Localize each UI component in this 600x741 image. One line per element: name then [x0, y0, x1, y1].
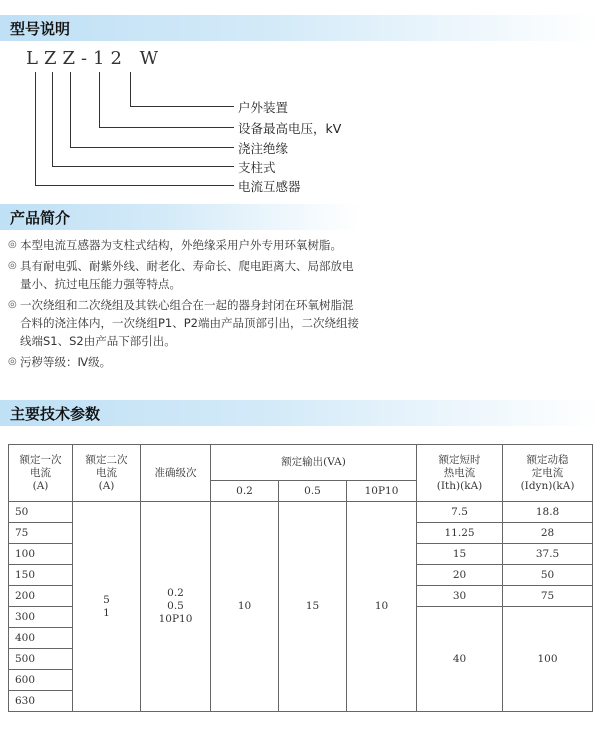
- legend-current-transformer: 电流互感器: [238, 179, 301, 194]
- header-output-class: 10P10: [347, 481, 417, 502]
- section-title-intro: 产品简介: [10, 209, 71, 227]
- primary-current-cell: 150: [9, 565, 73, 586]
- header-dynamic-current: 额定动稳 定电流 (Idyn)(kA): [503, 445, 593, 502]
- legend-connector: [70, 147, 234, 148]
- header-secondary-current: 额定二次 电流 (A): [73, 445, 141, 502]
- product-description-list: [8, 236, 360, 374]
- legend-connector: [35, 185, 234, 186]
- primary-current-cell: 75: [9, 523, 73, 544]
- legend-outdoor: 户外装置: [238, 100, 289, 115]
- thermal-current-cell: 15: [417, 544, 503, 565]
- dynamic-current-cell: 37.5: [503, 544, 593, 565]
- primary-current-cell: 100: [9, 544, 73, 565]
- legend-connector: [70, 72, 71, 147]
- thermal-current-cell: 30: [417, 586, 503, 607]
- primary-current-cell: 630: [9, 691, 73, 712]
- table-row: [9, 502, 593, 523]
- header-rated-output: 额定输出(VA): [211, 445, 417, 481]
- list-item: ◎ 具有耐电弧、耐紫外线、耐老化、寿命长、爬电距离大、局部放电量小、抗过电压能力强等特点。: [8, 259, 354, 291]
- legend-cast-insulation: 浇注绝缘: [238, 141, 289, 156]
- header-output-class: 0.2: [211, 481, 279, 502]
- technical-parameters-table: [8, 444, 593, 712]
- secondary-current-cell: 5 1: [73, 502, 141, 712]
- legend-connector: [35, 72, 36, 185]
- primary-current-cell: 200: [9, 586, 73, 607]
- legend-connector: [130, 72, 131, 106]
- legend-connector: [130, 106, 234, 107]
- table-header-row: [9, 445, 593, 481]
- legend-post-type: 支柱式: [238, 160, 276, 175]
- accuracy-class-cell: 0.2 0.5 10P10: [141, 502, 211, 712]
- dynamic-current-cell: 100: [503, 607, 593, 712]
- primary-current-cell: 600: [9, 670, 73, 691]
- output-cell: 15: [279, 502, 347, 712]
- legend-max-voltage: 设备最高电压，kV: [238, 121, 342, 136]
- header-accuracy-class: 准确级次: [141, 445, 211, 502]
- list-item: ◎ 污秽等级：Ⅳ级。: [8, 355, 112, 369]
- primary-current-cell: 400: [9, 628, 73, 649]
- output-cell: 10: [211, 502, 279, 712]
- section-title-params: 主要技术参数: [10, 405, 101, 423]
- primary-current-cell: 500: [9, 649, 73, 670]
- bullet-circle-icon: ◎: [8, 299, 17, 310]
- legend-connector: [99, 72, 100, 127]
- header-thermal-current: 额定短时 热电流 (Ith)(kA): [417, 445, 503, 502]
- thermal-current-cell: 20: [417, 565, 503, 586]
- bullet-circle-icon: ◎: [8, 356, 17, 367]
- legend-connector: [52, 166, 234, 167]
- section-header-params: [0, 400, 600, 426]
- thermal-current-cell: 40: [417, 607, 503, 712]
- bullet-circle-icon: ◎: [8, 239, 17, 250]
- legend-connector: [99, 127, 234, 128]
- section-header-intro: [0, 204, 360, 230]
- list-item: ◎ 本型电流互感器为支柱式结构，外绝缘采用户外专用环氧树脂。: [8, 238, 342, 252]
- header-primary-current: 额定一次 电流 (A): [9, 445, 73, 502]
- list-item: ◎ 一次绕组和二次绕组及其铁心组合在一起的器身封闭在环氧树脂混合料的浇注体内，一次绕组P1、P2端由产品顶部引出，二次绕组接线端S1、S2由产品下部引出。: [8, 298, 359, 348]
- primary-current-cell: 50: [9, 502, 73, 523]
- thermal-current-cell: 11.25: [417, 523, 503, 544]
- thermal-current-cell: 7.5: [417, 502, 503, 523]
- primary-current-cell: 300: [9, 607, 73, 628]
- legend-connector: [52, 72, 53, 166]
- dynamic-current-cell: 28: [503, 523, 593, 544]
- dynamic-current-cell: 75: [503, 586, 593, 607]
- section-header-model: [0, 15, 600, 41]
- dynamic-current-cell: 50: [503, 565, 593, 586]
- section-title-model: 型号说明: [10, 20, 71, 38]
- bullet-circle-icon: ◎: [8, 260, 17, 271]
- header-output-class: 0.5: [279, 481, 347, 502]
- model-code: LZZ-12 W: [26, 48, 165, 69]
- output-cell: 10: [347, 502, 417, 712]
- dynamic-current-cell: 18.8: [503, 502, 593, 523]
